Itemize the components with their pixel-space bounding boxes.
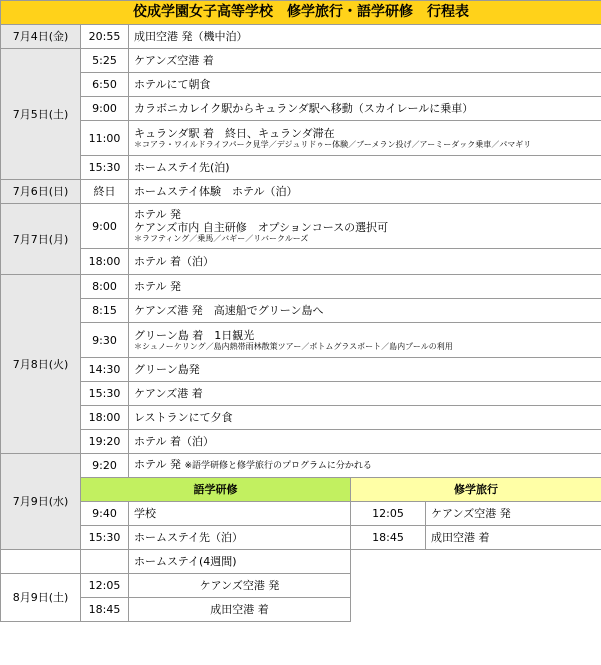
activity-cell: ホテル 着（泊） [129, 430, 601, 454]
table-row [1, 49, 601, 73]
activity-note: ＊コアラ・ワイルドライフパーク見学／デジュリドゥー体験／ブーメラン投げ／アーミーダック乗車／パマギリ [134, 139, 532, 149]
time-cell: 15:30 [81, 382, 129, 406]
time-cell: 9:00 [81, 204, 129, 249]
time-cell: 18:00 [81, 406, 129, 430]
activity-cell [129, 204, 601, 249]
activity-cell: ケアンズ港 着 [129, 382, 601, 406]
activity-cell: ホームステイ(4週間) [129, 550, 351, 574]
table-row [1, 323, 601, 358]
activity-cell: ホームステイ体験 ホテル（泊） [129, 180, 601, 204]
time-cell: 15:30 [81, 156, 129, 180]
activity-cell: ホームステイ先(泊) [129, 156, 601, 180]
table-row [1, 156, 601, 180]
date-cell: 7月4日(金) [1, 25, 81, 49]
activity-text: キュランダ駅 着 終日、キュランダ滞在 [134, 126, 335, 140]
activity-cell: 学校 [129, 502, 351, 526]
activity-cell: ケアンズ空港 発 [129, 574, 351, 598]
table-row [1, 358, 601, 382]
time-cell: 9:00 [81, 97, 129, 121]
date-cell-empty [1, 550, 81, 574]
table-row [1, 249, 601, 275]
time-cell: 18:45 [351, 526, 426, 550]
activity-cell: レストランにて夕食 [129, 406, 601, 430]
activity-cell: ケアンズ空港 発 [426, 502, 601, 526]
title-row [1, 1, 601, 25]
time-cell: 9:40 [81, 502, 129, 526]
table-row [1, 550, 601, 574]
split-header-row [1, 478, 601, 502]
activity-note: ＊シュノーケリング／島内熱帯雨林散策ツアー／ボトムグラスボート／島内プールの利用 [134, 341, 453, 351]
table-row [1, 406, 601, 430]
time-cell: 20:55 [81, 25, 129, 49]
activity-cell [129, 323, 601, 358]
activity-text: グリーン島 着 1日観光 [134, 328, 255, 342]
activity-cell: 成田空港 着 [426, 526, 601, 550]
activity-cell: ケアンズ空港 着 [129, 49, 601, 73]
table-row [1, 204, 601, 249]
time-cell: 14:30 [81, 358, 129, 382]
activity-cell [129, 454, 601, 478]
table-row [1, 299, 601, 323]
time-cell: 12:05 [81, 574, 129, 598]
date-cell: 7月5日(土) [1, 49, 81, 180]
table-row [1, 275, 601, 299]
time-cell: 18:00 [81, 249, 129, 275]
activity-cell: カラボニカレイク駅からキュランダ駅へ移動（スカイレールに乗車） [129, 97, 601, 121]
time-cell: 5:25 [81, 49, 129, 73]
time-cell: 8:00 [81, 275, 129, 299]
table-row [1, 97, 601, 121]
activity-cell: 成田空港 着 [129, 598, 351, 622]
activity-cell: ホテルにて朝食 [129, 73, 601, 97]
date-cell: 7月6日(日) [1, 180, 81, 204]
blank-area [351, 550, 601, 622]
school-trip-header: 修学旅行 [351, 478, 601, 502]
time-cell: 8:15 [81, 299, 129, 323]
time-cell: 終日 [81, 180, 129, 204]
time-cell: 15:30 [81, 526, 129, 550]
time-cell: 9:30 [81, 323, 129, 358]
table-row [1, 526, 601, 550]
time-cell: 12:05 [351, 502, 426, 526]
activity-cell: ホテル 発 [129, 275, 601, 299]
table-row [1, 73, 601, 97]
page-title: 佼成学園女子高等学校 修学旅行・語学研修 行程表 [1, 1, 601, 25]
activity-text: ケアンズ市内 自主研修 オプションコースの選択可 [134, 221, 389, 234]
activity-cell: ホテル 着（泊） [129, 249, 601, 275]
time-cell: 11:00 [81, 121, 129, 156]
date-cell: 7月9日(水) [1, 454, 81, 550]
date-cell: 7月8日(火) [1, 275, 81, 454]
table-row [1, 382, 601, 406]
activity-note: ※語学研修と修学旅行のプログラムに分かれる [184, 461, 372, 471]
language-study-header: 語学研修 [81, 478, 351, 502]
time-cell: 6:50 [81, 73, 129, 97]
activity-cell: ホームステイ先（泊） [129, 526, 351, 550]
table-row [1, 180, 601, 204]
activity-text: ホテル 発 [134, 458, 181, 471]
time-cell: 18:45 [81, 598, 129, 622]
time-cell-empty [81, 550, 129, 574]
date-cell: 8月9日(土) [1, 574, 81, 622]
activity-cell [129, 121, 601, 156]
activity-cell: グリーン島発 [129, 358, 601, 382]
activity-note: ＊ラフティング／乗馬／バギー／リバークルーズ [134, 234, 309, 243]
activity-cell: ケアンズ港 発 高速船でグリーン島へ [129, 299, 601, 323]
time-cell: 9:20 [81, 454, 129, 478]
activity-cell: 成田空港 発（機中泊） [129, 25, 601, 49]
table-row [1, 121, 601, 156]
activity-text: ホテル 発 [134, 208, 181, 221]
table-row [1, 430, 601, 454]
table-row [1, 502, 601, 526]
table-row [1, 454, 601, 478]
table-row [1, 25, 601, 49]
date-cell: 7月7日(月) [1, 204, 81, 275]
time-cell: 19:20 [81, 430, 129, 454]
